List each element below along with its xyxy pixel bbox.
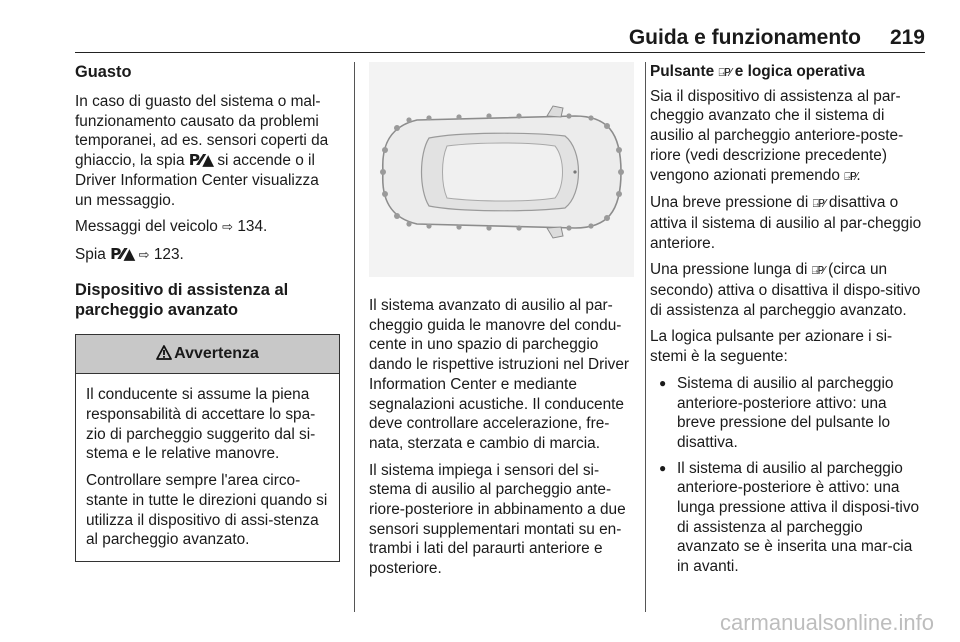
right-paragraph-2 bbox=[650, 193, 928, 253]
right-paragraph-1-a: Sia il dispositivo di assistenza al par-cheggio avanzato che il sistema di ausilio al parcheggio anteriore-poste-riore (vedi descrizione precedente) vengono azionati premendo bbox=[650, 87, 904, 184]
right-paragraph-3 bbox=[650, 260, 928, 320]
spia-text: Spia bbox=[75, 245, 111, 263]
right-paragraph-2-a: Una breve pressione di bbox=[650, 194, 813, 212]
column-right bbox=[650, 62, 928, 583]
page-title: Guida e funzionamento bbox=[628, 26, 861, 49]
ref-arrow-icon: ⇨ bbox=[138, 247, 150, 263]
page-number: 219 bbox=[889, 26, 925, 49]
spia-line bbox=[75, 245, 340, 266]
list-item: ● Sistema di ausilio al parcheggio anteriore-posteriore attivo: una breve pressione del pulsante lo disattiva. bbox=[650, 374, 928, 453]
park-button-icon: ⍈P⁄ bbox=[811, 264, 824, 278]
right-paragraph-1-b: . bbox=[856, 166, 861, 184]
park-warning-icon: P⁄⁄▲ bbox=[188, 151, 214, 170]
column-divider-left bbox=[354, 62, 355, 612]
right-paragraph-3-a: Una pressione lunga di bbox=[650, 261, 812, 279]
pulsante-heading-b: e logica operativa bbox=[730, 63, 865, 80]
messaggi-text: Messaggi del veicolo bbox=[75, 218, 223, 236]
middle-paragraph-1: Il sistema avanzato di ausilio al par-cheggio guida le manovre del condu-cente in uno spazio di parcheggio dando le rispettive istruzioni nel Driver Information Center e mediante segnalazioni acustiche. Il conducente deve controllare accelerazione, fre-nata, sterzata e cambio di marcia. bbox=[369, 297, 630, 452]
guasto-text-b: si accende o il Driver Information Center visualizza un messaggio. bbox=[75, 152, 319, 209]
right-paragraph-2-b: disattiva o attiva il sistema di ausilio al par-cheggio anteriore. bbox=[650, 194, 922, 252]
warning-body bbox=[76, 374, 339, 561]
right-paragraph-3-b: (circa un secondo) attiva o disattiva il dispo-sitivo di assistenza al parcheggio avanzato. bbox=[650, 261, 921, 319]
right-paragraph-1 bbox=[650, 87, 928, 187]
messaggi-line bbox=[75, 217, 340, 238]
watermark: carmanualsonline.info bbox=[719, 610, 934, 635]
park-warning-icon: P⁄⁄▲ bbox=[110, 244, 135, 263]
warning-header bbox=[76, 335, 339, 375]
ref-arrow-icon: ⇨ bbox=[222, 220, 234, 236]
warning-box bbox=[75, 334, 340, 562]
park-button-icon: ⍈P⁄ bbox=[718, 66, 731, 79]
messaggi-ref-link[interactable]: 134. bbox=[237, 218, 268, 236]
pulsante-heading-a: Pulsante bbox=[650, 63, 719, 80]
car-sensor-figure bbox=[369, 62, 634, 277]
right-paragraph-4: La logica pulsante per azionare i si-stemi è la seguente: bbox=[650, 328, 893, 366]
pulsante-heading bbox=[650, 62, 928, 83]
warning-paragraph-2: Controllare sempre l'area circo-stante in tutte le direzioni quando si utilizza il dispositivo di assi-stenza al parcheggio avanzato. bbox=[86, 472, 328, 549]
list-item: ● Il sistema di ausilio al parcheggio anteriore-posteriore è attivo: una lunga pressione attiva il disposi-tivo di assistenza al parcheggio avanzato se è inserita una mar-cia in avanti. bbox=[650, 459, 928, 577]
dispositivo-heading: Dispositivo di assistenza al parcheggio avanzato bbox=[75, 280, 289, 319]
spia-ref-link[interactable]: 123. bbox=[153, 245, 184, 263]
guasto-text-a: In caso di guasto del sistema o mal-funzionamento causato da problemi temporanei, ad es. sensori coperti da ghiaccio, la spia bbox=[75, 93, 329, 170]
page-header bbox=[75, 0, 925, 53]
warning-triangle-icon bbox=[156, 345, 172, 366]
middle-paragraph-2: Il sistema impiega i sensori del si-stema di ausilio al parcheggio ante-riore-posteriore in abbinamento a due sensori supplementari montati su en-trambi i lati del paraurti anteriore e posteriore. bbox=[369, 461, 626, 578]
guasto-paragraph bbox=[75, 92, 340, 210]
park-button-icon: ⍈P⁄ bbox=[844, 169, 857, 183]
warning-title: Avvertenza bbox=[174, 344, 259, 362]
column-left bbox=[75, 62, 340, 562]
logic-bullet-list bbox=[650, 374, 928, 577]
warning-paragraph-1: Il conducente si assume la piena responsabilità di accettare lo spa-zio di parcheggio suggerito dal si-stema e le relative manovre. bbox=[86, 386, 316, 463]
guasto-heading: Guasto bbox=[75, 63, 132, 81]
column-middle bbox=[369, 62, 634, 586]
park-button-icon: ⍈P⁄ bbox=[812, 197, 825, 211]
column-divider-right bbox=[645, 62, 646, 612]
car-top-view-image bbox=[369, 62, 634, 277]
